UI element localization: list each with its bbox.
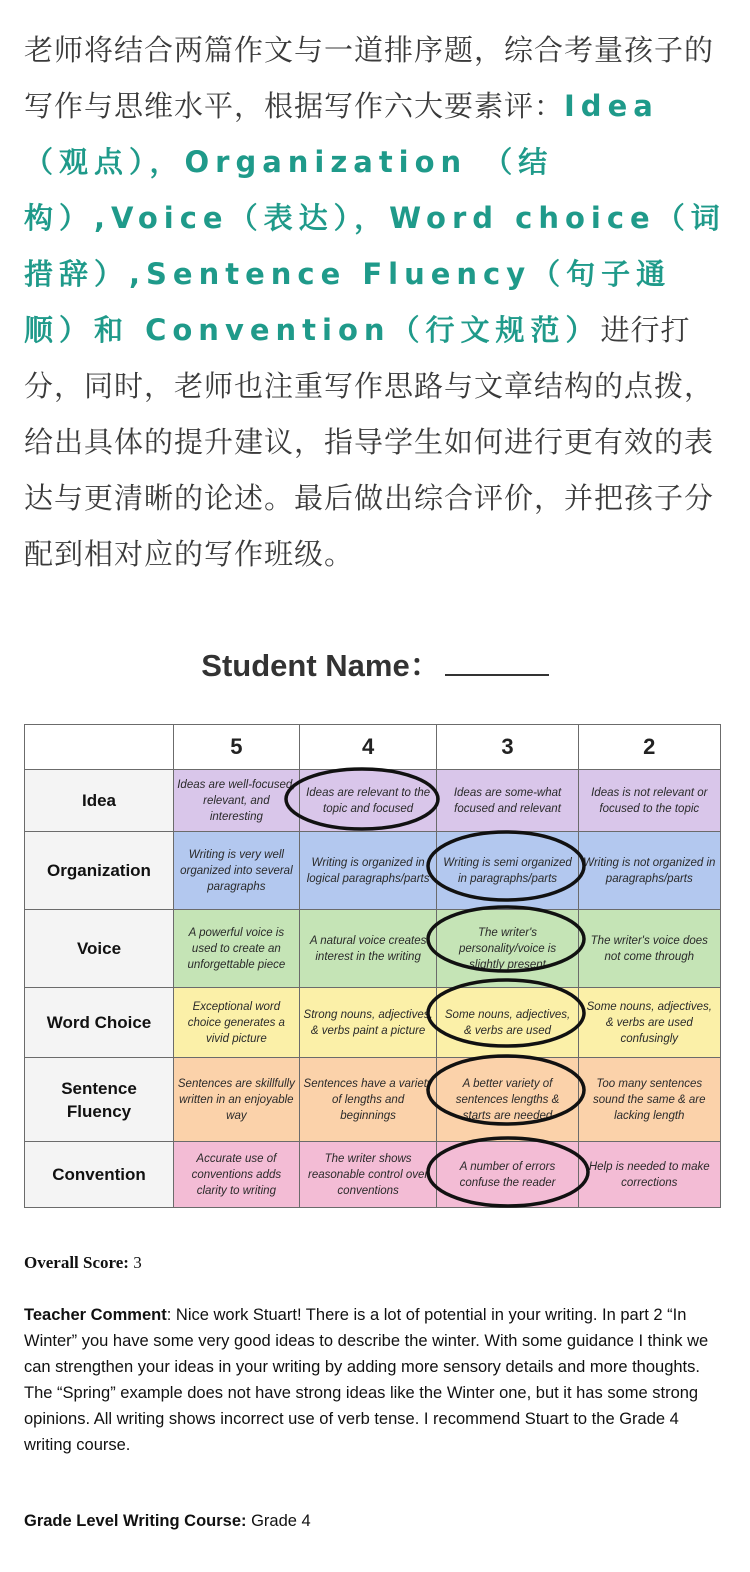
rubric-cell: Ideas are well-focused, relevant, and interesting	[174, 770, 300, 832]
score-header-3: 3	[437, 725, 578, 770]
criterion-convention: Convention	[25, 1142, 174, 1208]
score-header-2: 2	[578, 725, 720, 770]
rubric-cell: Help is needed to make corrections	[578, 1142, 720, 1208]
rubric-cell: A number of errors confuse the reader	[437, 1142, 578, 1208]
rubric-cell: Accurate use of conventions adds clarity to writing	[174, 1142, 300, 1208]
rubric-cell: Writing is semi organized in paragraphs/parts	[437, 832, 578, 910]
rubric-cell: Writing is very well organized into several paragraphs	[174, 832, 300, 910]
rubric-row-convention	[25, 1142, 721, 1208]
teacher-comment-label: Teacher Comment	[24, 1306, 167, 1324]
rubric-cell: Writing is not organized in paragraphs/parts	[578, 832, 720, 910]
rubric-cell: Some nouns, adjectives, & verbs are used	[437, 988, 578, 1058]
student-name-line	[0, 640, 750, 685]
rubric-cell: Some nouns, adjectives, & verbs are used confusingly	[578, 988, 720, 1058]
rubric-cell: The writer's voice does not come through	[578, 910, 720, 988]
rubric-row-word-choice	[25, 988, 721, 1058]
intro-traits: Idea（观点），Organization （结构）,Voice（表达），Word choice（词措辞）,Sentence Fluency（句子通顺）和 Convention（行文规范）	[24, 89, 726, 347]
score-header-5: 5	[174, 725, 300, 770]
rubric-cell: Exceptional word choice generates a vivid picture	[174, 988, 300, 1058]
rubric-cell: Strong nouns, adjectives, & verbs paint a picture	[299, 988, 437, 1058]
rubric-cell: Ideas are some-what focused and relevant	[437, 770, 578, 832]
rubric-cell: A better variety of sentences lengths & starts are needed	[437, 1058, 578, 1142]
rubric-row-voice	[25, 910, 721, 988]
criterion-organization: Organization	[25, 832, 174, 910]
intro-text-part2: 进行打分，同时，老师也注重写作思路与文章结构的点拨，给出具体的提升建议，指导学生如何进行更有效的表达与更清晰的论述。最后做出综合评价，并把孩子分配到相对应的写作班级。	[24, 313, 715, 571]
teacher-comment-text: : Nice work Stuart! There is a lot of potential in your writing. In part 2 “In Winter” you have some very good ideas to describe the winter. With some guidance I think we can strengthen your ideas in your writing by adding more sensory details and more thoughts. The “Spring” example does not have strong ideas like the Winter one, but it has some strong opinions. All writing shows incorrect use of verb tense. I recommend Stuart to the Grade 4 writing course.	[24, 1306, 709, 1454]
rubric-cell: Ideas are relevant to the topic and focused	[299, 770, 437, 832]
rubric-cell: Ideas is not relevant or focused to the topic	[578, 770, 720, 832]
score-header-4: 4	[299, 725, 437, 770]
overall-score-label: Overall Score:	[24, 1253, 129, 1272]
intro-text-part1: 老师将结合两篇作文与一道排序题，综合考量孩子的写作与思维水平，根据写作六大要素评：	[24, 33, 715, 123]
grade-level-label: Grade Level Writing Course:	[24, 1512, 247, 1530]
grade-level-value: Grade 4	[251, 1512, 311, 1530]
rubric-cell: The writer's personality/voice is slightly present	[437, 910, 578, 988]
rubric-cell: Sentences have a variety of lengths and beginnings	[299, 1058, 437, 1142]
rubric-cell: Too many sentences sound the same & are lacking length	[578, 1058, 720, 1142]
criterion-sentence-fluency: Sentence Fluency	[25, 1058, 174, 1142]
criterion-idea: Idea	[25, 770, 174, 832]
teacher-comment	[24, 1302, 730, 1458]
rubric-cell: Sentences are skillfully written in an enjoyable way	[174, 1058, 300, 1142]
student-name-label: Student Name：	[201, 648, 441, 683]
rubric-cell: Writing is organized in logical paragraphs/parts	[299, 832, 437, 910]
rubric-corner	[25, 725, 174, 770]
rubric-row-idea	[25, 770, 721, 832]
criterion-voice: Voice	[25, 910, 174, 988]
rubric-cell: A natural voice creates interest in the writing	[299, 910, 437, 988]
grade-level-course	[24, 1512, 311, 1531]
criterion-word-choice: Word Choice	[25, 988, 174, 1058]
rubric-header-row	[25, 725, 721, 770]
overall-score-value: 3	[133, 1253, 142, 1272]
overall-score	[24, 1253, 142, 1273]
rubric-cell: A powerful voice is used to create an unforgettable piece	[174, 910, 300, 988]
student-name-blank	[445, 648, 549, 676]
intro-paragraph	[24, 22, 726, 582]
rubric-row-sentence-fluency	[25, 1058, 721, 1142]
rubric-cell: The writer shows reasonable control over conventions	[299, 1142, 437, 1208]
rubric-row-organization	[25, 832, 721, 910]
rubric-table	[24, 724, 721, 1208]
